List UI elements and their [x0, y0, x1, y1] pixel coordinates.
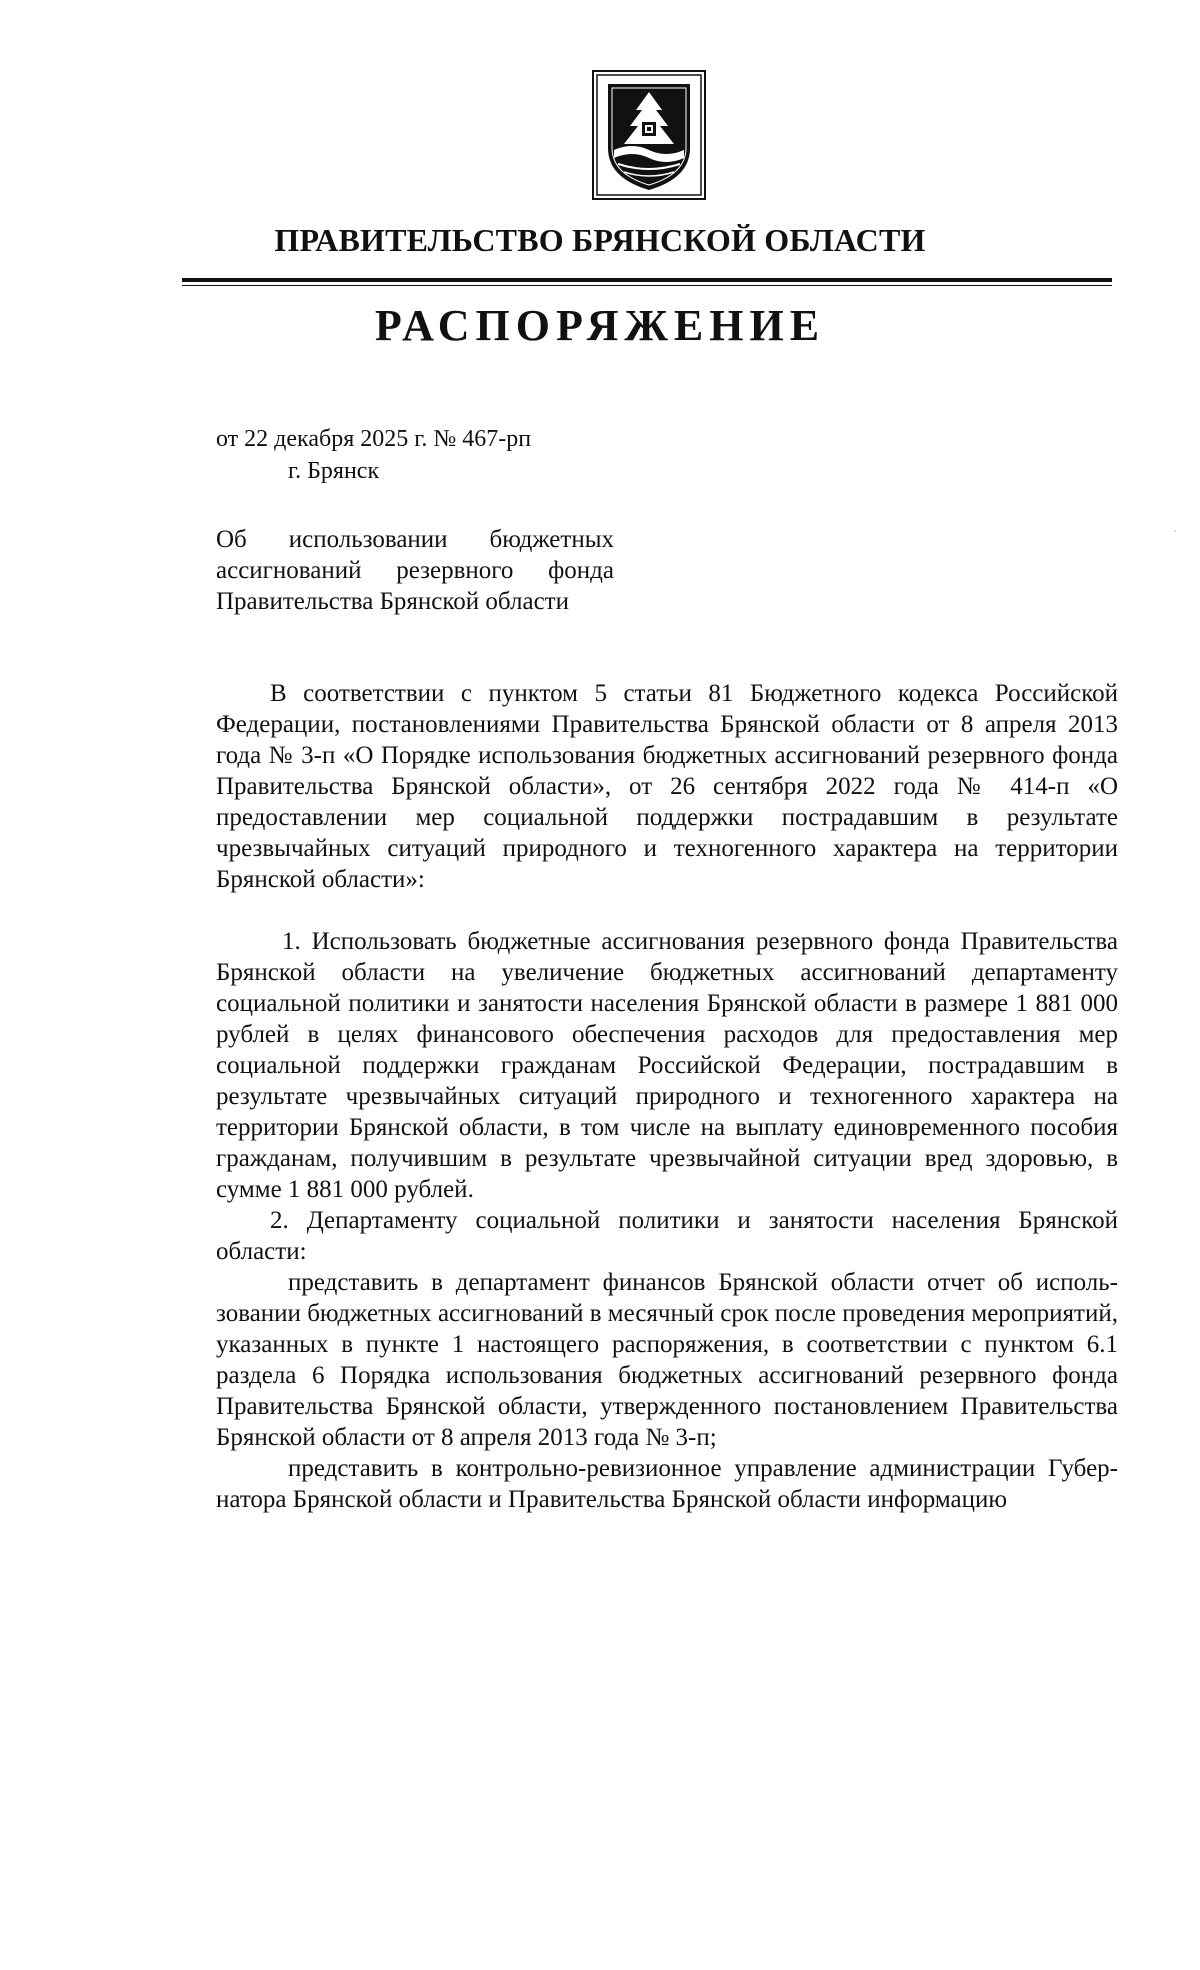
document-subject: Об использовании бюджетных ассигнований резервного фонда Правительства Брянской области: [216, 526, 614, 615]
document-body: [216, 678, 1118, 895]
item-1-paragraph: 1. Использовать бюджетные ассигнования резервного фонда Правительства Брянской области на увеличение бюджетных ассигнований департаменту социальной политики и занятости населения Брянской области в размере 1 881 000 рублей в целях финансового обеспечения расходов для предоставления мер социальной поддержки гражданам Российской Федерации, пострадавшим в результате чрезвычайных ситуаций природного и техногенного характера на территории Брянской области, в том числе на выплату единовременного пособия гражданам, получившим в результате чрезвычайной ситуации вред здоровью, в сумме 1 881 000 рублей.: [216, 928, 1118, 1203]
city-line: г. Брянск: [288, 458, 380, 484]
item-2-sub-1-paragraph: представить в департамент финансов Брянской области отчет об использовании бюджетных ассигнований в месячный срок после проведения мероприятий, указанных в пункте 1 настоящего распоряжения, в соответствии с пунктом 6.1 раздела 6 Порядка использования бюджетных ассигнований резервного фонда Правительства Брянской области, утвержденного постановлением Правительства Брянской области от 8 апреля 2013 года № 3-п;: [216, 1269, 1118, 1451]
coat-of-arms-icon: [592, 70, 706, 200]
document-type-heading: РАСПОРЯЖЕНИЕ: [374, 301, 826, 350]
organization-title: ПРАВИТЕЛЬСТВО БРЯНСКОЙ ОБЛАСТИ: [274, 222, 926, 258]
header-rule-thick: [182, 278, 1112, 282]
preamble-paragraph: В соответствии с пунктом 5 статьи 81 Бюджетного кодекса Российской Федерации, постановлениями Правительства Брянской области от 8 апреля 2013 года № 3-п «О Порядке использования бюджетных ассигнований резервного фонда Правительства Брянской области», от 26 сентября 2022 года № 414-п «О предоставлении мер социальной поддержки пострадавшим в результате чрезвычайных ситуаций природного и техногенного характера на территории Брянской области»:: [216, 680, 1118, 893]
item-2-sub-2-paragraph: представить в контрольно-ревизионное управление администрации Губернатора Брянской области и Правительства Брянской области информацию: [216, 1455, 1118, 1513]
date-number-line: от 22 декабря 2025 г. № 467-рп: [216, 426, 532, 452]
document-items: [216, 926, 1118, 1515]
item-2-paragraph: 2. Департаменту социальной политики и занятости населения Брянской области:: [216, 1207, 1118, 1265]
scan-artifact: [1174, 530, 1176, 532]
header-rule-thin: [182, 285, 1112, 286]
